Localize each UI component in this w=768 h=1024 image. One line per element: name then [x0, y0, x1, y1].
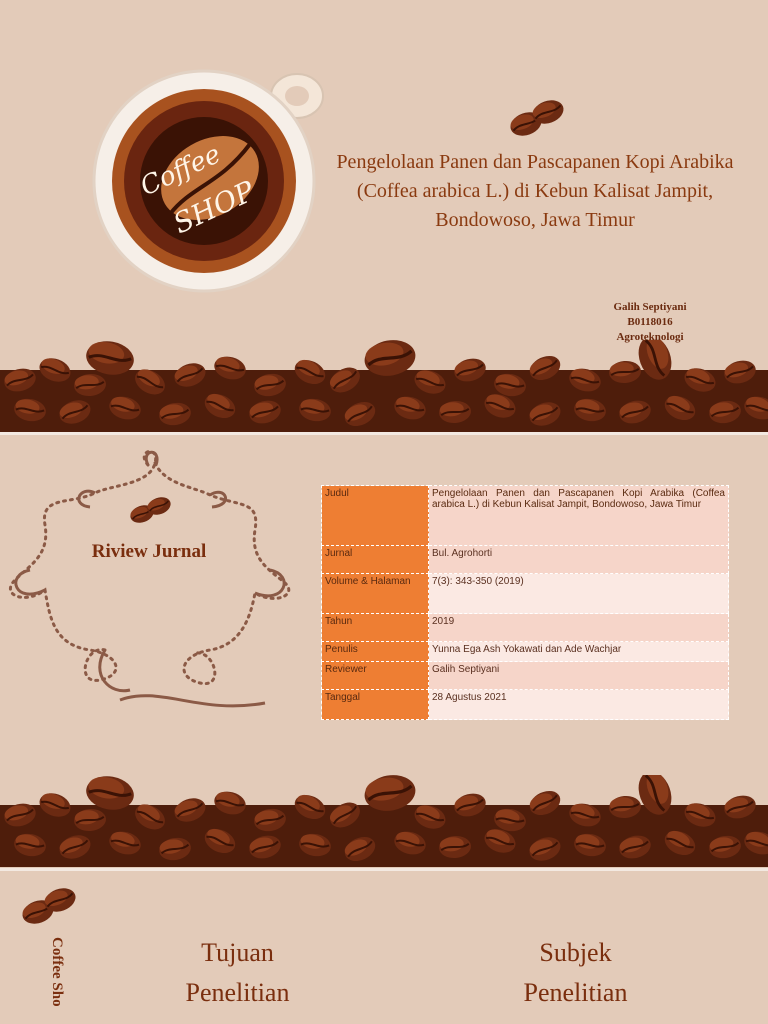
table-value: Bul. Agrohorti [429, 546, 729, 574]
coffee-bean-icon [16, 883, 80, 929]
objective-heading [150, 933, 325, 1013]
subject-heading-line1: Subjek [539, 938, 612, 967]
table-row [322, 614, 729, 642]
coffee-cup-logo [92, 66, 332, 298]
table-row [322, 662, 729, 690]
subject-heading-line2: Penelitian [523, 978, 628, 1007]
table-row [322, 690, 729, 720]
table-key: Volume & Halaman [322, 574, 429, 614]
subject-heading [488, 933, 663, 1013]
table-value: Galih Septiyani [429, 662, 729, 690]
table-row [322, 642, 729, 662]
table-key: Jurnal [322, 546, 429, 574]
side-label: Coffee Sho [49, 937, 65, 1007]
objective-heading-line1: Tujuan [201, 938, 274, 967]
table-key: Tanggal [322, 690, 429, 720]
coffee-beans-border [0, 775, 768, 867]
author-id: B0118016 [627, 316, 673, 328]
table-row [322, 546, 729, 574]
table-row [322, 574, 729, 614]
table-value: Yunna Ega Ash Yokawati dan Ade Wachjar [429, 642, 729, 662]
table-key: Judul [322, 486, 429, 546]
slide-title: Pengelolaan Panen dan Pascapanen Kopi Arabika (Coffea arabica L.) di Kebun Kalisat Jampit, Bondowoso, Jawa Timur [336, 151, 734, 231]
table-value: Pengelolaan Panen dan Pascapanen Kopi Arabika (Coffea arabica L.) di Kebun Kalisat Jampit, Bondowoso, Jawa Timur [429, 486, 729, 546]
title-slide [0, 0, 768, 432]
table-value: 7(3): 343-350 (2019) [429, 574, 729, 614]
review-table [321, 485, 729, 720]
coffee-bean-icon [505, 96, 567, 140]
author-block [580, 300, 720, 345]
objective-heading-line2: Penelitian [185, 978, 290, 1007]
objectives-slide [0, 871, 768, 1024]
author-department: Agroteknologi [616, 331, 684, 343]
review-slide [0, 435, 768, 868]
coffee-beans-border [0, 340, 768, 432]
table-key: Reviewer [322, 662, 429, 690]
table-key: Penulis [322, 642, 429, 662]
coffee-bean-icon [126, 493, 174, 527]
logo-text-shop: SHOP [168, 174, 260, 241]
table-row [322, 486, 729, 546]
table-value: 2019 [429, 614, 729, 642]
review-heading: Riview Jurnal [91, 541, 207, 562]
logo-text-coffee: Coffee [135, 139, 226, 203]
author-name: Galih Septiyani [613, 301, 687, 313]
table-key: Tahun [322, 614, 429, 642]
table-value: 28 Agustus 2021 [429, 690, 729, 720]
ornate-frame [0, 445, 300, 725]
